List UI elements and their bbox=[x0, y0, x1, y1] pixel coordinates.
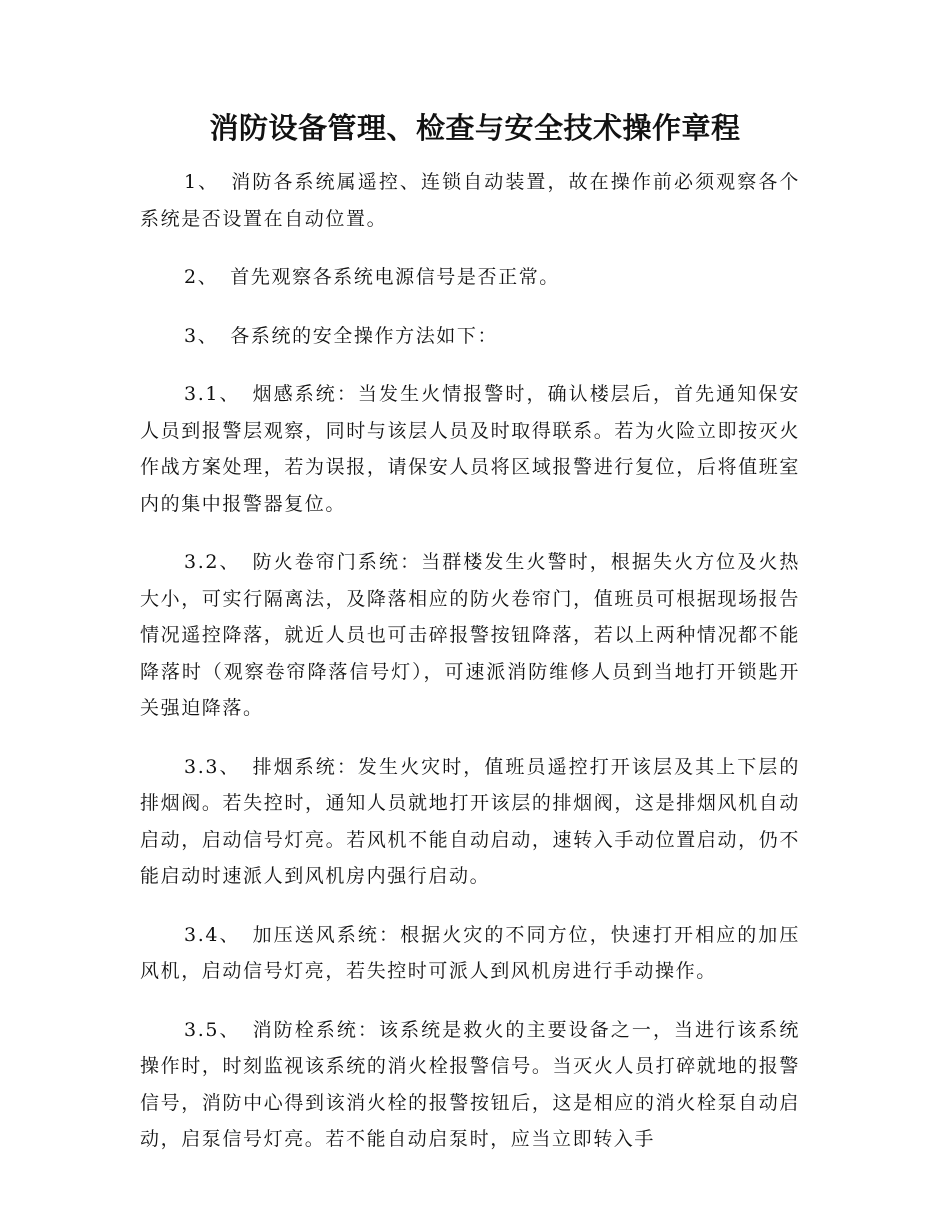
paragraph-text: 首先观察各系统电源信号是否正常。 bbox=[230, 266, 560, 288]
paragraph-3-3 bbox=[140, 749, 800, 895]
paragraph-3 bbox=[140, 318, 800, 355]
paragraph-text: 消防栓系统：该系统是救火的主要设备之一，当进行该系统操作时，时刻监视该系统的消火栓报警信号。当灭火人员打碎就地的报警信号，消防中心得到该消火栓的报警按钮后，这是相应的消火栓泵自动启动，启泵信号灯亮。若不能自动启泵时，应当立即转入手 bbox=[140, 1018, 800, 1150]
document-body bbox=[140, 164, 800, 1180]
paragraph-number: 3.1、 bbox=[184, 383, 241, 405]
paragraph-text: 消防各系统属遥控、连锁自动装置，故在操作前必须观察各个系统是否设置在自动位置。 bbox=[140, 171, 801, 230]
paragraph-text: 排烟系统：发生火灾时，值班员遥控打开该层及其上下层的排烟阀。若失控时，通知人员就地打开该层的排烟阀，这是排烟风机自动启动，启动信号灯亮。若风机不能自动启动，速转入手动位置启动，仍不能启动时速派人到风机房内强行启动。 bbox=[140, 755, 800, 887]
paragraph-1 bbox=[140, 164, 800, 237]
paragraph-number: 3.4、 bbox=[184, 923, 241, 946]
paragraph-3-1 bbox=[140, 376, 800, 522]
paragraph-2 bbox=[140, 259, 800, 296]
paragraph-number: 3.3、 bbox=[184, 755, 241, 778]
paragraph-number: 3.5、 bbox=[184, 1018, 241, 1041]
paragraph-number: 2、 bbox=[184, 266, 219, 288]
paragraph-3-4 bbox=[140, 917, 800, 990]
paragraph-text: 烟感系统：当发生火情报警时，确认楼层后，首先通知保安人员到报警层观察，同时与该层人员及时取得联系。若为火险立即按灭火作战方案处理，若为误报，请保安人员将区域报警进行复位，后将值班室内的集中报警器复位。 bbox=[140, 383, 800, 515]
paragraph-number: 1、 bbox=[184, 171, 220, 193]
paragraph-3-5 bbox=[140, 1012, 800, 1158]
paragraph-text: 防火卷帘门系统：当群楼发生火警时，根据失火方位及火热大小，可实行隔离法，及降落相应的防火卷帘门，值班员可根据现场报告情况遥控降落，就近人员也可击碎报警按钮降落，若以上两种情况都不能降落时（观察卷帘降落信号灯），可速派消防维修人员到当地打开锁匙开关强迫降落。 bbox=[140, 551, 800, 719]
paragraph-text: 各系统的安全操作方法如下： bbox=[230, 324, 499, 347]
paragraph-text: 加压送风系统：根据火灾的不同方位，快速打开相应的加压风机，启动信号灯亮，若失控时可派人到风机房进行手动操作。 bbox=[140, 923, 800, 982]
paragraph-number: 3、 bbox=[184, 324, 219, 347]
paragraph-number: 3.2、 bbox=[184, 551, 241, 573]
document-title: 消防设备管理、检查与安全技术操作章程 bbox=[209, 111, 741, 145]
paragraph-3-2 bbox=[140, 544, 800, 727]
